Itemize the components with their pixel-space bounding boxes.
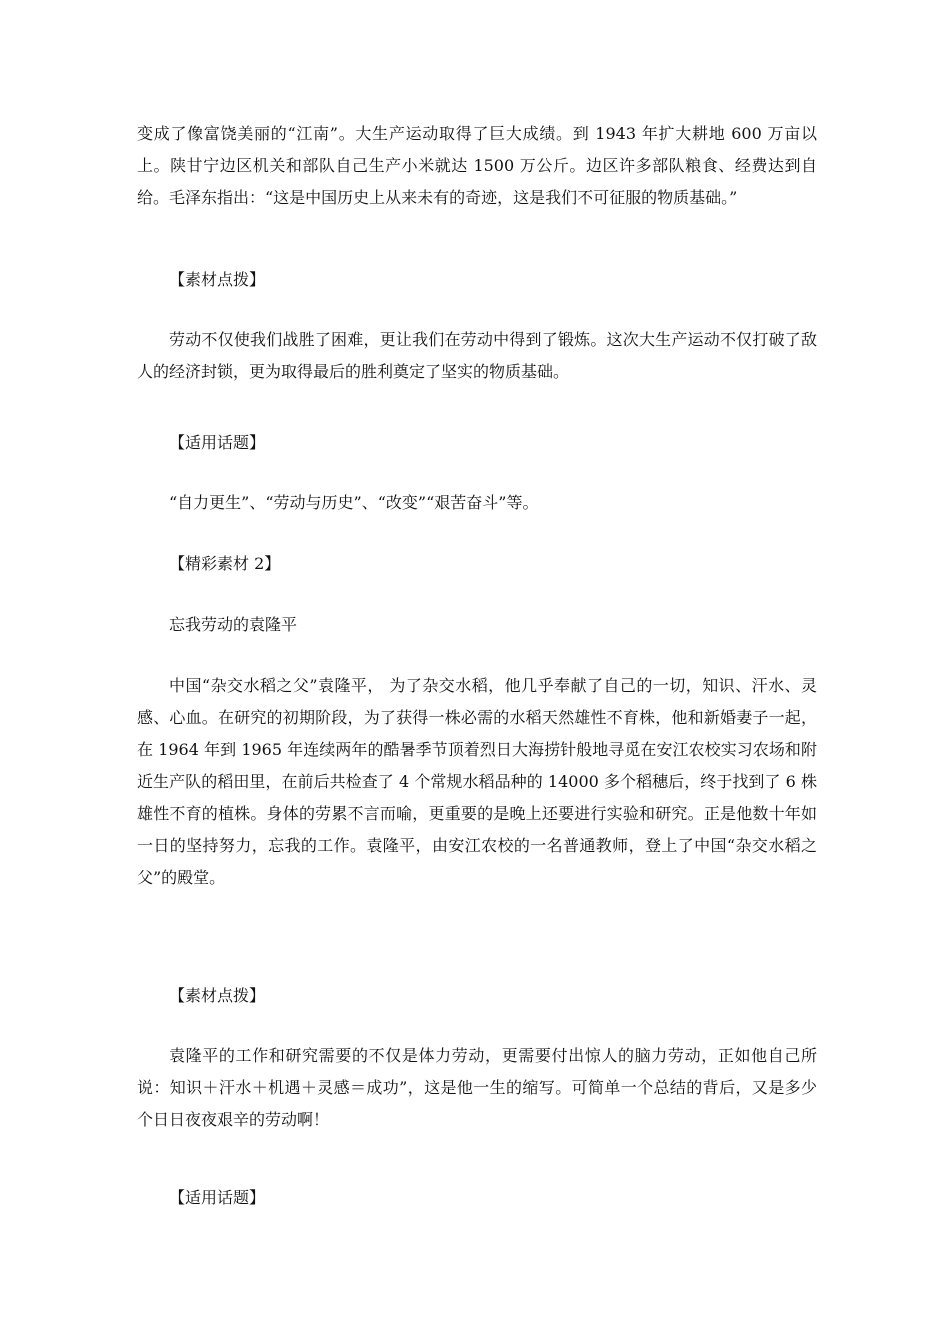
heading-applicable-topics-1: 【适用话题】 bbox=[169, 433, 266, 452]
heading-applicable-topics-2: 【适用话题】 bbox=[169, 1188, 266, 1207]
paragraph-material-comment-2: 袁隆平的工作和研究需要的不仅是体力劳动，更需要付出惊人的脑力劳动，正如他自己所说：知识＋汗水＋机遇＋灵感＝成功”，这是他一生的缩写。可简单一个总结的背后，又是多少个日日夜夜艰辛的劳动啊！ bbox=[137, 1046, 817, 1129]
paragraph-material-comment-1: 劳动不仅使我们战胜了困难，更让我们在劳动中得到了锻炼。这次大生产运动不仅打破了敌人的经济封锁，更为取得最后的胜利奠定了坚实的物质基础。 bbox=[137, 330, 817, 381]
heading-material-comment-1: 【素材点拨】 bbox=[169, 270, 266, 289]
paragraph-continued: 变成了像富饶美丽的“江南”。大生产运动取得了巨大成绩。到 1943 年扩大耕地 600 万亩以上。陕甘宁边区机关和部队自己生产小米就达 1500 万公斤。边区许多部队粮食、经费达到自给。毛泽东指出：“这是中国历史上从来未有的奇迹，这是我们不可征服的物质基础。” bbox=[137, 124, 817, 207]
material-title: 忘我劳动的袁隆平 bbox=[169, 615, 298, 634]
paragraph-material-story: 中国“杂交水稻之父”袁隆平， 为了杂交水稻，他几乎奉献了自己的一切，知识、汗水、灵感、心血。在研究的初期阶段，为了获得一株必需的水稻天然雄性不育株，他和新婚妻子一起，在 1964 年到 1965 年连续两年的酷暑季节顶着烈日大海捞针般地寻觅在安江农校实习农场和附近生产队的稻田里，在前后共检查了 4 个常规水稻品种的 14000 多个稻穗后，终于找到了 6 株雄性不育的植株。身体的劳累不言而喻，更重要的是晚上还要进行实验和研究。正是他数十年如一日的坚持努力，忘我的工作。袁隆平，由安江农校的一名普通教师，登上了中国“杂交水稻之父”的殿堂。 bbox=[137, 676, 817, 887]
paragraph-applicable-topics-1: “自力更生”、“劳动与历史”、“改变”“艰苦奋斗”等。 bbox=[169, 493, 539, 512]
heading-material-comment-2: 【素材点拨】 bbox=[169, 986, 266, 1005]
heading-featured-material-2: 【精彩素材 2】 bbox=[169, 554, 281, 573]
